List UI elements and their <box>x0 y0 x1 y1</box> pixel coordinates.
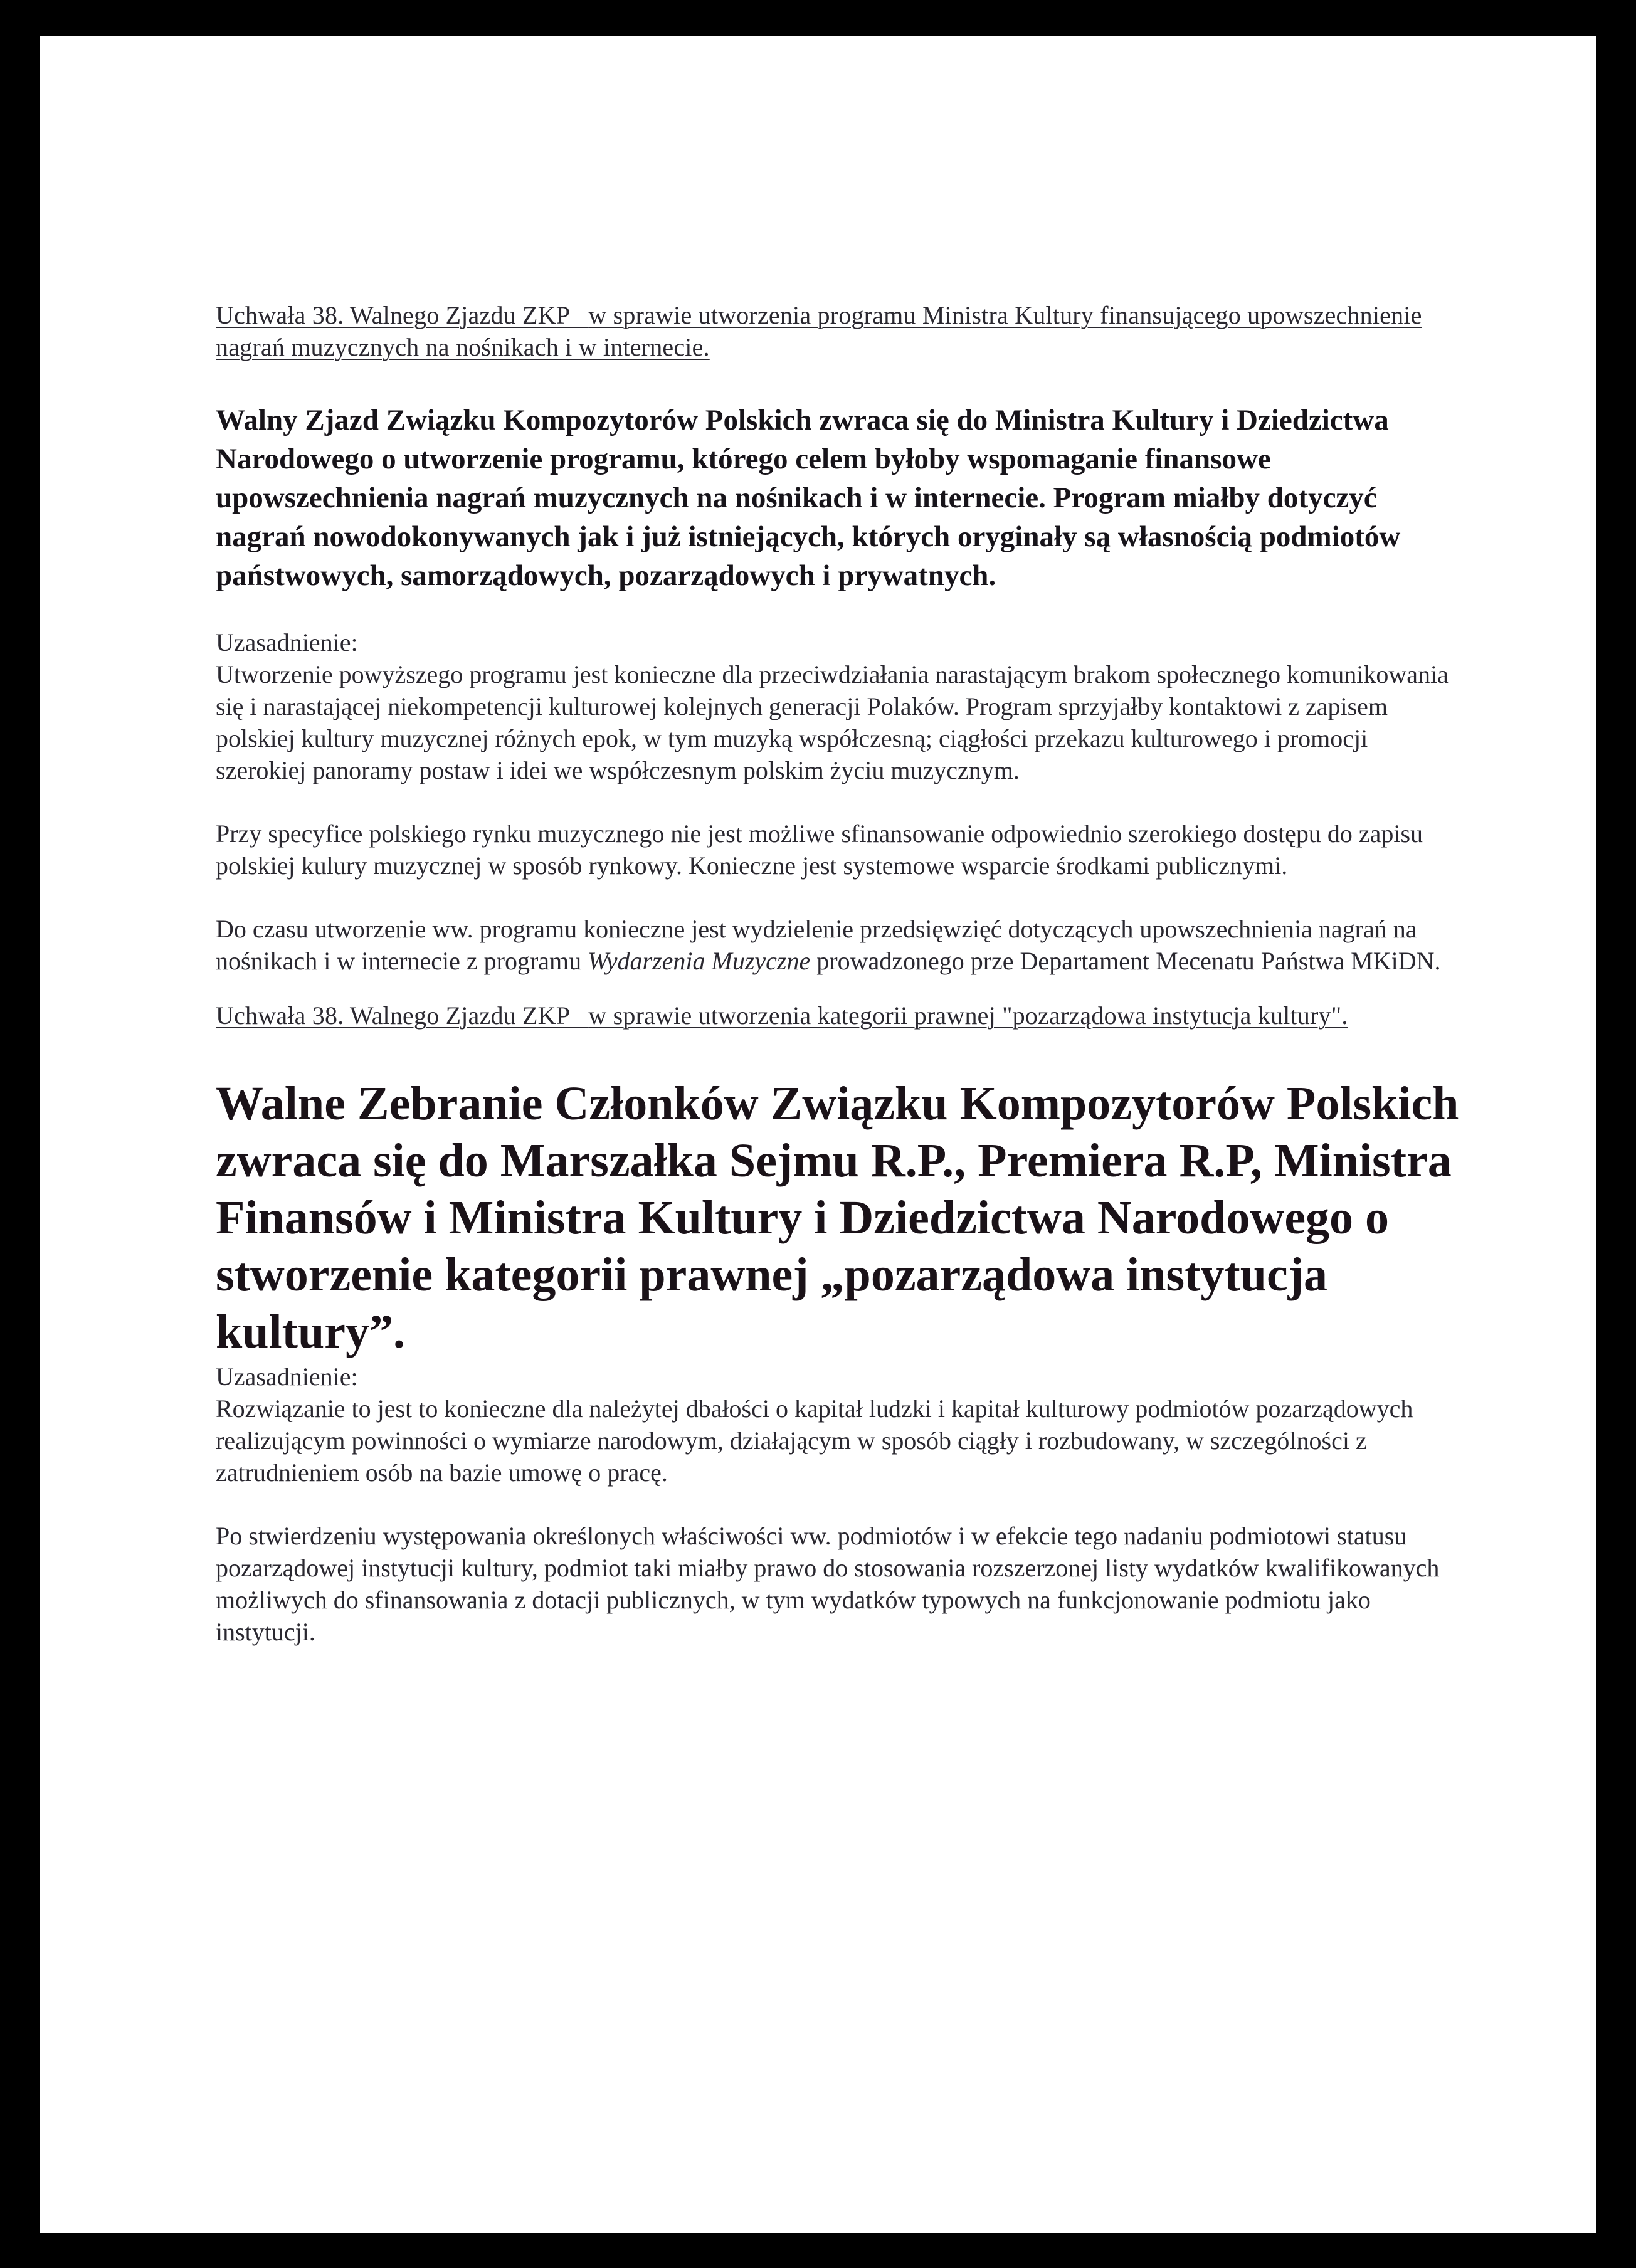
resolution-1-paragraph-3-text: Do czasu utworzenie ww. programu konieczne jest wydzielenie przedsięwzięć dotyczących upowszechnienia nagrań na nośnikach i w internecie z programu <box>216 915 1417 975</box>
resolution-2-paragraph-2: Po stwierdzeniu występowania określonych właściwości ww. podmiotów i w efekcie tego nadaniu podmiotowi statusu pozarządowej instytucji kultury, podmiot taki miałby prawo do stosowania rozszerzonej listy wydatków kwalifikowanych możliwych do sfinansowania z dotacji publicznych, w tym wydatków typowych na funkcjonowanie podmiotu jako instytucji. <box>216 1522 1440 1646</box>
resolution-1-paragraph-1: Utworzenie powyższego programu jest konieczne dla przeciwdziałania narastającym brakom społecznego komunikowania się i narastającej niekompetencji kulturowej kolejnych generacji Polaków. Program sprzyjałby kontaktowi z zapisem polskiej kultury muzycznej różnych epok, w tym muzyką współczesną; ciągłości przekazu kulturowego i promocji szerokiej panoramy postaw i idei we współczesnym polskim życiu muzycznym. <box>216 660 1449 784</box>
resolution-1-lead: Walny Zjazd Związku Kompozytorów Polskich zwraca się do Ministra Kultury i Dziedzictwa Narodowego o utworzenie programu, którego celem byłoby wspomaganie finansowe upowszechnienia nagrań muzycznych na nośnikach i w internecie. Program miałby dotyczyć nagrań nowodokonywanych jak i już istniejących, których oryginały są własnością podmiotów państwowych, samorządowych, pozarządowych i prywatnych. <box>216 404 1401 592</box>
program-name: Wydarzenia Muzyczne <box>588 947 811 975</box>
resolution-2-justification-label: Uzasadnienie: <box>216 1363 358 1391</box>
resolution-1-paragraph-3-end: prowadzonego prze Departament Mecenatu Państwa MKiDN. <box>816 947 1441 975</box>
resolution-2-heading-number: Uchwała 38. Walnego Zjazdu ZKP <box>216 1001 569 1030</box>
resolution-2-lead: Walne Zebranie Członków Związku Kompozytorów Polskich zwraca się do Marszałka Sejmu R.P., Premiera R.P, Ministra Finansów i Ministra Kultury i Dziedzictwa Narodowego o stworzenie kategorii prawnej „pozarządowa instytucja kultury”. <box>216 1077 1459 1358</box>
resolution-2-paragraph-1: Rozwiązanie to jest to konieczne dla należytej dbałości o kapitał ludzki i kapitał kulturowy podmiotów pozarządowych realizującym powinności o wymiarze narodowym, działającym w sposób ciągły i rozbudowany, w szczególności z zatrudnieniem osób na bazie umowę o pracę. <box>216 1395 1413 1487</box>
resolution-1-justification-label: Uzasadnienie: <box>216 628 358 657</box>
resolution-2 <box>216 1000 1464 1648</box>
resolution-1-heading-subject: w sprawie utworzenia programu Ministra Kultury finansującego upowszechnienie nagrań muzycznych na nośnikach i w internecie. <box>216 301 1422 361</box>
document-body <box>216 299 1464 1648</box>
resolution-1 <box>216 299 1464 977</box>
resolution-1-paragraph-3 <box>216 913 1464 977</box>
resolution-1-paragraph-2: Przy specyfice polskiego rynku muzycznego nie jest możliwe sfinansowanie odpowiednio szerokiego dostępu do zapisu polskiej kulury muzycznej w sposób rynkowy. Konieczne jest systemowe wsparcie środkami publicznymi. <box>216 820 1423 880</box>
resolution-1-heading <box>216 299 1464 363</box>
resolution-2-heading-subject: w sprawie utworzenia kategorii prawnej "pozarządowa instytucja kultury". <box>588 1001 1348 1030</box>
resolution-2-heading <box>216 1000 1464 1031</box>
document-page <box>40 36 1596 2233</box>
resolution-1-heading-number: Uchwała 38. Walnego Zjazdu ZKP <box>216 301 569 329</box>
